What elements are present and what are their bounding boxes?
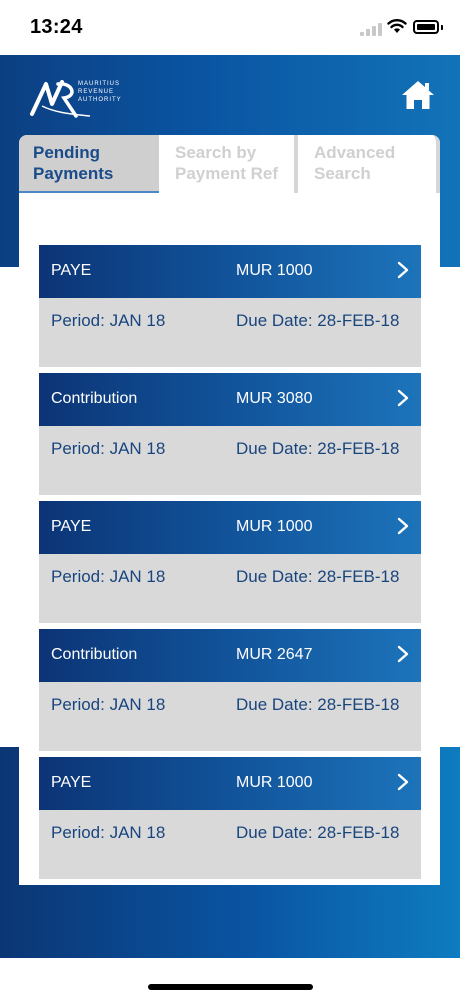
logo-text: MAURITIUS REVENUE AUTHORITY: [78, 81, 122, 103]
payment-card-body: [39, 298, 421, 367]
payment-amount: MUR 1000: [236, 262, 313, 279]
payment-list: [39, 245, 421, 885]
payment-card[interactable]: [39, 373, 421, 495]
payment-period: Period: JAN 18: [51, 823, 166, 842]
content-panel: [19, 135, 440, 885]
payment-card-body: [39, 682, 421, 751]
payment-card-header: [39, 373, 421, 426]
tab-pending-payments[interactable]: Pending Payments: [19, 135, 159, 193]
chevron-right-icon: [397, 517, 409, 535]
payment-card[interactable]: [39, 757, 421, 879]
payment-period: Period: JAN 18: [51, 695, 166, 714]
payment-card-header: [39, 629, 421, 682]
payment-card-body: [39, 554, 421, 623]
chevron-right-icon: [397, 773, 409, 791]
payment-type: PAYE: [51, 774, 92, 791]
payment-card-body: [39, 810, 421, 879]
payment-card-header: [39, 757, 421, 810]
tab-advanced-search[interactable]: Advanced Search: [300, 135, 440, 193]
payment-type: Contribution: [51, 646, 138, 663]
payment-due-date: Due Date: 28-FEB-18: [236, 823, 400, 842]
home-indicator: [148, 984, 313, 990]
chevron-right-icon: [397, 645, 409, 663]
payment-amount: MUR 2647: [236, 646, 313, 663]
payment-amount: MUR 3080: [236, 390, 313, 407]
payment-type: Contribution: [51, 390, 138, 407]
chevron-right-icon: [397, 261, 409, 279]
payment-card[interactable]: [39, 629, 421, 751]
payment-type: PAYE: [51, 518, 92, 535]
payment-period: Period: JAN 18: [51, 567, 166, 586]
payment-period: Period: JAN 18: [51, 311, 166, 330]
payment-due-date: Due Date: 28-FEB-18: [236, 439, 400, 458]
chevron-right-icon: [397, 389, 409, 407]
home-icon[interactable]: [400, 79, 436, 111]
payment-amount: MUR 1000: [236, 518, 313, 535]
payment-period: Period: JAN 18: [51, 439, 166, 458]
status-bar: [0, 0, 460, 55]
payment-card[interactable]: [39, 501, 421, 623]
payment-amount: MUR 1000: [236, 774, 313, 791]
bottom-area: [0, 958, 460, 996]
battery-icon: [413, 20, 439, 34]
payment-card[interactable]: [39, 245, 421, 367]
payment-due-date: Due Date: 28-FEB-18: [236, 695, 400, 714]
tab-bar: [19, 135, 440, 193]
status-time: 13:24: [30, 16, 83, 38]
tab-search-by-payment-ref[interactable]: Search by Payment Ref: [161, 135, 298, 193]
payment-due-date: Due Date: 28-FEB-18: [236, 311, 400, 330]
signal-icon: [360, 22, 384, 36]
payment-card-header: [39, 501, 421, 554]
wifi-icon: [387, 18, 407, 34]
payment-card-body: [39, 426, 421, 495]
payment-card-header: [39, 245, 421, 298]
payment-due-date: Due Date: 28-FEB-18: [236, 567, 400, 586]
payment-type: PAYE: [51, 262, 92, 279]
